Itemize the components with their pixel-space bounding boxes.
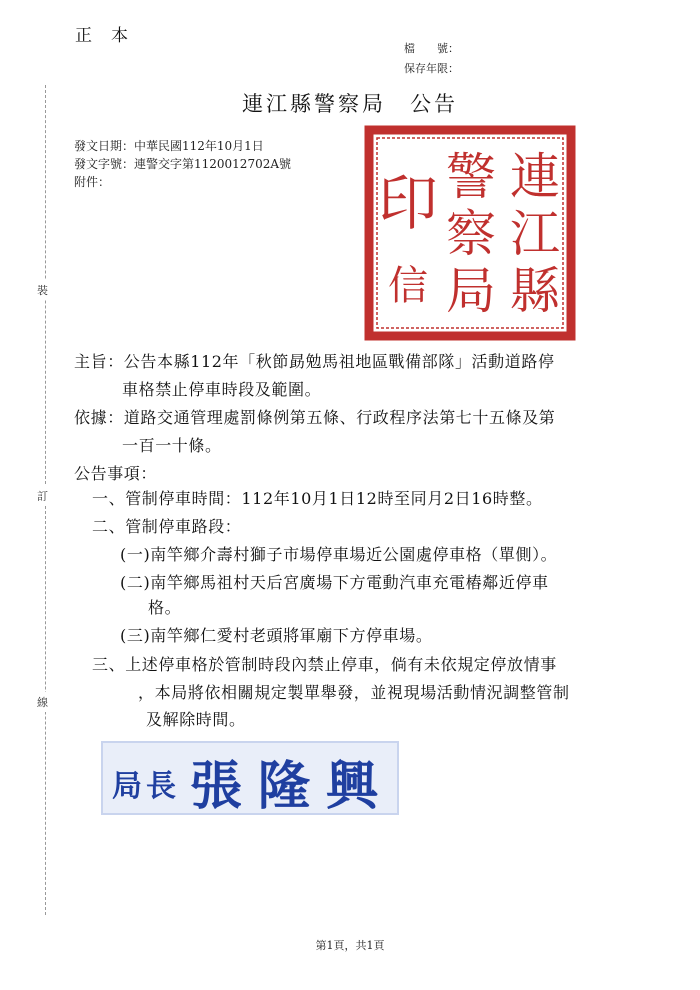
item-2-sub-3: (三)南竿鄉仁愛村老頭將軍廟下方停車場。 bbox=[120, 626, 433, 645]
svg-text:長: 長 bbox=[146, 769, 176, 804]
item-2: 二、管制停車路段： bbox=[92, 517, 242, 536]
binding-mark-middle: 訂 bbox=[37, 486, 48, 506]
svg-text:縣: 縣 bbox=[510, 262, 560, 320]
item-2-sub-2-line-1: (二)南竿鄉馬祖村天后宮廣場下方電動汽車充電樁鄰近停車 bbox=[120, 573, 549, 592]
announcement-heading: 公告事項： bbox=[74, 464, 158, 483]
director-signature-stamp bbox=[100, 740, 400, 816]
issue-number: 發文字號：連警交字第1120012702A號 bbox=[74, 157, 292, 171]
svg-text:隆: 隆 bbox=[258, 756, 311, 816]
file-number-label: 檔 號： bbox=[404, 42, 459, 55]
basis-line-2: 一百一十條。 bbox=[122, 436, 222, 455]
item-2-sub-1: (一)南竿鄉介壽村獅子市場停車場近公園處停車格（單側）。 bbox=[120, 545, 558, 564]
item-3-line-1: 三、上述停車格於管制時段內禁止停車，倘有未依規定停放情事 bbox=[92, 655, 557, 674]
svg-text:局: 局 bbox=[112, 769, 142, 804]
item-2-sub-2-line-2: 格。 bbox=[148, 598, 182, 617]
subject-line-1: 主旨：公告本縣112年「秋節勗勉馬祖地區戰備部隊」活動道路停 bbox=[74, 352, 555, 371]
svg-text:連: 連 bbox=[510, 148, 560, 206]
binding-mark-top: 裝 bbox=[37, 280, 48, 300]
svg-text:印: 印 bbox=[378, 169, 438, 239]
basis-line-1: 依據：道路交通管理處罰條例第五條、行政程序法第七十五條及第 bbox=[74, 408, 556, 427]
attachment-label: 附件： bbox=[74, 175, 111, 189]
document-title: 連江縣警察局 公告 bbox=[242, 92, 458, 116]
page-footer: 第1頁，共1頁 bbox=[315, 939, 385, 952]
item-3-line-3: 及解除時間。 bbox=[146, 710, 246, 729]
retention-period-label: 保存年限： bbox=[404, 62, 459, 75]
item-1: 一、管制停車時間：112年10月1日12時至同月2日16時整。 bbox=[92, 489, 543, 508]
svg-text:警: 警 bbox=[446, 148, 496, 206]
official-seal bbox=[363, 124, 577, 342]
svg-text:張: 張 bbox=[190, 756, 243, 816]
svg-text:信: 信 bbox=[388, 263, 428, 309]
svg-text:局: 局 bbox=[446, 262, 496, 320]
issue-date: 發文日期：中華民國112年10月1日 bbox=[74, 139, 264, 153]
svg-text:江: 江 bbox=[510, 205, 560, 263]
binding-mark-bottom: 線 bbox=[37, 692, 48, 712]
svg-text:察: 察 bbox=[446, 205, 496, 263]
original-copy-mark: 正 本 bbox=[75, 26, 129, 46]
subject-line-2: 車格禁止停車時段及範圍。 bbox=[122, 380, 322, 399]
item-3-line-2: ，本局將依相關規定製單舉發，並視現場活動情況調整管制 bbox=[138, 683, 570, 702]
svg-text:興: 興 bbox=[326, 756, 379, 816]
